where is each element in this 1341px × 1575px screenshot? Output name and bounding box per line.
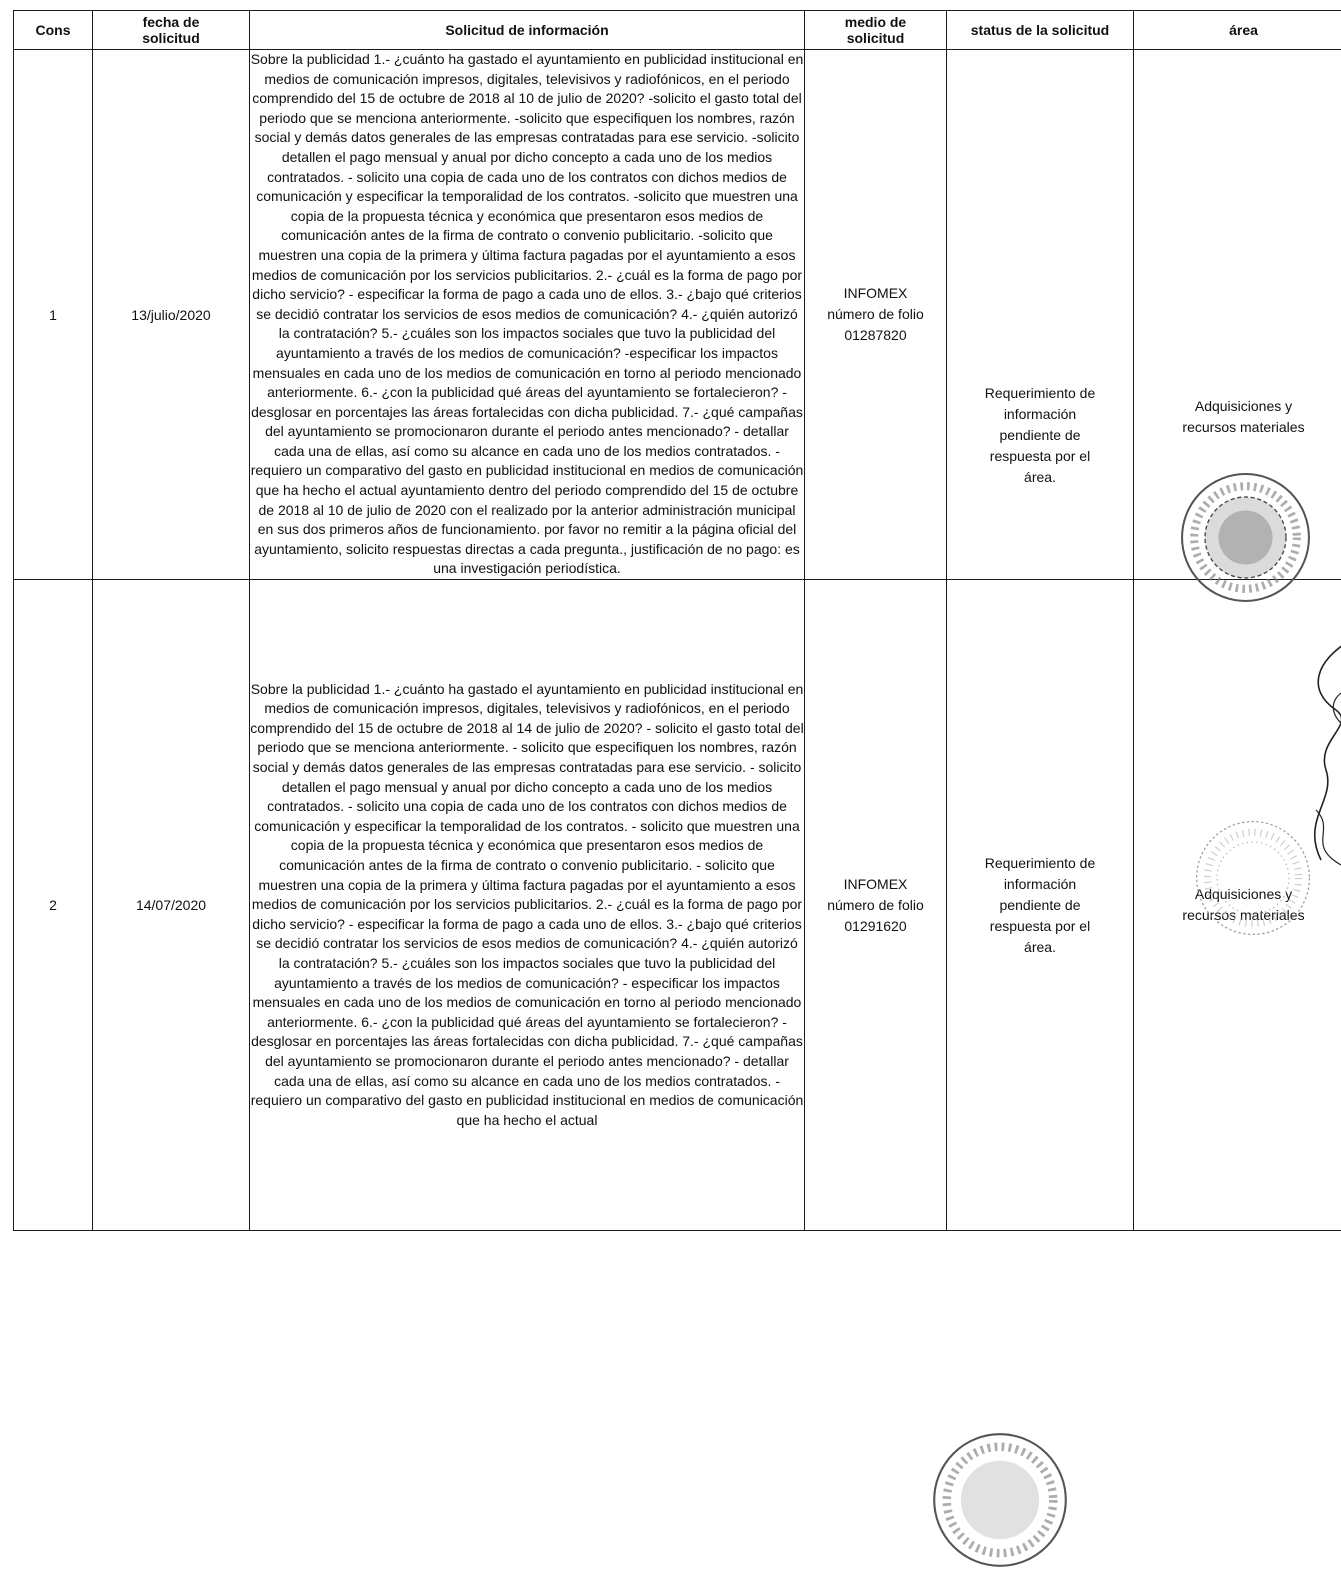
official-seal-stamp xyxy=(930,1430,1070,1570)
status-line: pendiente de xyxy=(947,425,1133,446)
status-line: información xyxy=(947,404,1133,425)
header-status-solicitud: status de la solicitud xyxy=(947,11,1134,50)
area-line: recursos materiales xyxy=(1134,417,1341,438)
table-row xyxy=(14,580,1341,1231)
status-line: pendiente de xyxy=(947,895,1133,916)
cell-area xyxy=(1134,50,1341,580)
requests-table xyxy=(13,10,1341,1231)
status-line: respuesta por el xyxy=(947,446,1133,467)
status-line: respuesta por el xyxy=(947,916,1133,937)
status-line: Requerimiento de xyxy=(947,853,1133,874)
cell-cons: 1 xyxy=(14,50,93,580)
status-line: área. xyxy=(947,937,1133,958)
cell-area xyxy=(1134,580,1341,1231)
header-area: área xyxy=(1134,11,1341,50)
status-line: información xyxy=(947,874,1133,895)
header-row xyxy=(14,11,1341,50)
medio-line: número de folio xyxy=(805,895,946,916)
cell-solicitud: Sobre la publicidad 1.- ¿cuánto ha gastado el ayuntamiento en publicidad institucional en medios de comunicación impresos, digitales, televisivos y radiofónicos, en el periodo comprendido del 15 de octubre de 2018 al 10 de julio de 2020? -solicito el gasto total del periodo que se menciona anteriormente. -solicito que especifiquen los nombres, razón social y demás datos generales de las empresas contratadas para ese servicio. -solicito detallen el pago mensual y anual por dicho concepto a cada uno de los medios contratados. - solicito una copia de cada uno de los contratos con dichos medios de comunicación y especificar la temporalidad de los contratos. -solicito que muestren una copia de la propuesta técnica y económica que presentaron esos medios de comunicación antes de la firma de contrato o convenio publicitario. -solicito que muestren una copia de la primera y última factura pagadas por el ayuntamiento a esos medios de comunicación por los servicios publicitarios. 2.- ¿cuál es la forma de pago por dicho servicio? - especificar la forma de pago a cada uno de ellos. 3.- ¿bajo qué criterios se decidió contratar los servicios de esos medios de comunicación? 4.- ¿quién autorizó la contratación? 5.- ¿cuáles son los impactos sociales que tuvo la publicidad del ayuntamiento a través de los medios de comunicación? -especificar los impactos mensuales en cada uno de los medios de comunicación en torno al periodo mencionado anteriormente. 6.- ¿con la publicidad qué áreas del ayuntamiento se fortalecieron? - desglosar en porcentajes las áreas fortalecidas con dicha publicidad. 7.- ¿qué campañas del ayuntamiento se promocionaron durante el periodo antes mencionado? - detallar cada una de ellas, así como su alcance en cada uno de los medios contratados. - requiero un comparativo del gasto en publicidad institucional en medios de comunicación que ha hecho el actual ayuntamiento dentro del periodo comprendido del 15 de octubre de 2018 al 10 de julio de 2020 con el realizado por la anterior administración municipal en sus dos primeros años de funcionamiento. por favor no remitir a la página oficial del ayuntamiento, solicito respuestas directas a cada pregunta., justificación de no pago: es una investigación periodística. xyxy=(250,50,805,580)
area-line: recursos materiales xyxy=(1134,905,1341,926)
medio-line: número de folio xyxy=(805,304,946,325)
cell-status xyxy=(947,580,1134,1231)
medio-line: 01287820 xyxy=(805,325,946,346)
header-solicitud-informacion: Solicitud de información xyxy=(250,11,805,50)
area-line: Adquisiciones y xyxy=(1134,884,1341,905)
cell-medio xyxy=(805,580,947,1231)
status-line: área. xyxy=(947,467,1133,488)
area-line: Adquisiciones y xyxy=(1134,396,1341,417)
medio-line: INFOMEX xyxy=(805,283,946,304)
cell-fecha: 14/07/2020 xyxy=(93,580,250,1231)
medio-line: 01291620 xyxy=(805,916,946,937)
table-row xyxy=(14,50,1341,580)
medio-line: INFOMEX xyxy=(805,874,946,895)
cell-status xyxy=(947,50,1134,580)
status-line: Requerimiento de xyxy=(947,383,1133,404)
header-medio-solicitud: medio de solicitud xyxy=(805,11,947,50)
header-cons: Cons xyxy=(14,11,93,50)
cell-solicitud: Sobre la publicidad 1.- ¿cuánto ha gastado el ayuntamiento en publicidad institucional en medios de comunicación impresos, digitales, televisivos y radiofónicos, en el periodo comprendido del 15 de octubre de 2018 al 14 de julio de 2020? - solicito el gasto total del periodo que se menciona anteriormente. - solicito que especifiquen los nombres, razón social y demás datos generales de las empresas contratadas para ese servicio. - solicito detallen el pago mensual y anual por dicho concepto a cada uno de los medios contratados. - solicito una copia de cada uno de los contratos con dichos medios de comunicación y especificar la temporalidad de los contratos. - solicito que muestren una copia de la propuesta técnica y económica que presentaron esos medios de comunicación antes de la firma de contrato o convenio publicitario. - solicito que muestren una copia de la primera y última factura pagadas por el ayuntamiento a esos medios de comunicación por los servicios publicitarios. 2.- ¿cuál es la forma de pago por dicho servicio? - especificar la forma de pago a cada uno de ellos. 3.- ¿bajo qué criterios se decidió contratar los servicios de esos medios de comunicación? 4.- ¿quién autorizó la contratación? 5.- ¿cuáles son los impactos sociales que tuvo la publicidad del ayuntamiento a través de los medios de comunicación? - especificar los impactos mensuales en cada uno de los medios de comunicación en torno al periodo mencionado anteriormente. 6.- ¿con la publicidad qué áreas del ayuntamiento se fortalecieron? - desglosar en porcentajes las áreas fortalecidas con dicha publicidad. 7.- ¿qué campañas del ayuntamiento se promocionaron durante el periodo antes mencionado? - detallar cada una de ellas, así como su alcance en cada uno de los medios contratados. - requiero un comparativo del gasto en publicidad institucional en medios de comunicación que ha hecho el actual xyxy=(250,580,805,1231)
cell-medio xyxy=(805,50,947,580)
header-fecha-solicitud: fecha de solicitud xyxy=(93,11,250,50)
cell-cons: 2 xyxy=(14,580,93,1231)
cell-fecha: 13/julio/2020 xyxy=(93,50,250,580)
